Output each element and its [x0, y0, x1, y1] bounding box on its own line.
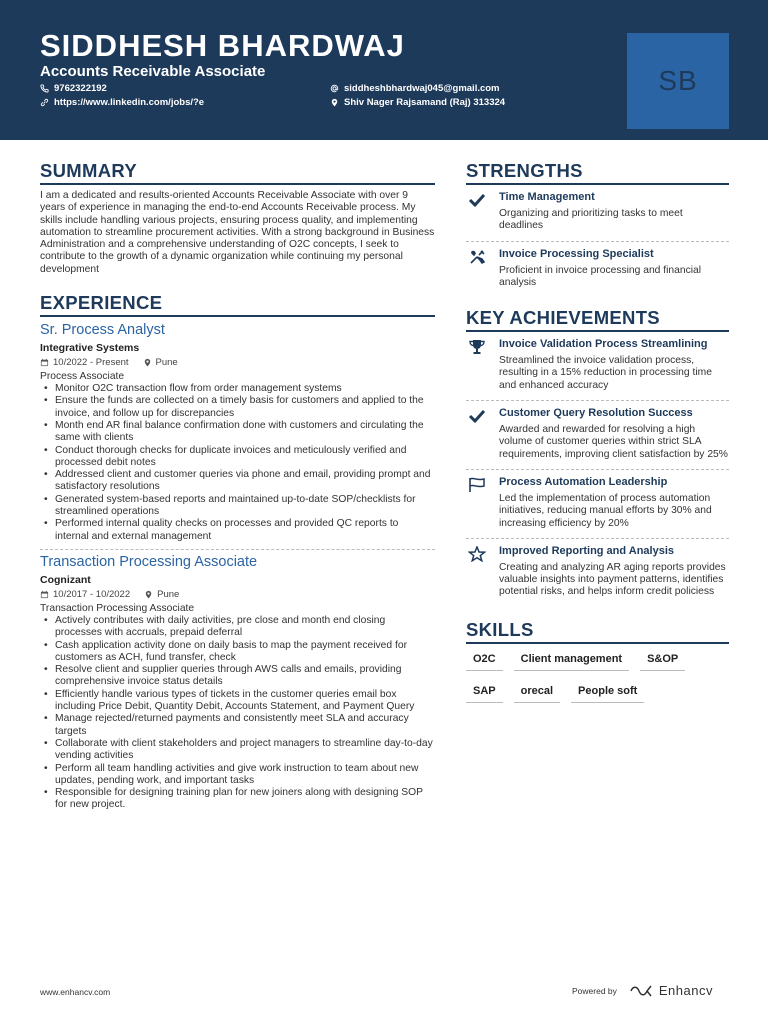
divider — [466, 469, 729, 470]
phone-text: 9762322192 — [54, 83, 107, 94]
phone-icon — [40, 84, 49, 93]
divider — [466, 538, 729, 539]
strength-title: Time Management — [499, 191, 595, 203]
skills-list — [466, 649, 729, 713]
job-title: Sr. Process Analyst — [40, 322, 165, 339]
bullet-item: • Manage rejected/returned payments and consistently meet SLA and accuracy targets — [40, 713, 435, 738]
job-location — [144, 589, 179, 600]
achievement-item — [466, 338, 729, 392]
bullet-item: • Ensure the funds are collected on a timely basis for customers and applied to the invoice, and follow up for discrepancies — [40, 395, 435, 420]
enhancv-logo-icon — [629, 985, 655, 997]
bullet-item: • Resolve client and supplier queries through AWS calls and emails, providing comprehensive invoice status details — [40, 664, 435, 689]
achievement-title: Invoice Validation Process Streamlining — [499, 338, 708, 351]
achievement-desc: Led the implementation of process automation initiatives, reducing manual efforts by 30% and increasing efficiency by 20% — [499, 492, 712, 529]
link-icon — [40, 98, 49, 107]
bullet-item: • Responsible for designing training plan for new joiners along with designing SOP for new project. — [40, 787, 435, 812]
job-subtitle: Transaction Processing Associate — [40, 602, 195, 614]
candidate-role: Accounts Receivable Associate — [40, 63, 266, 80]
summary-heading: SUMMARY — [40, 160, 435, 185]
brand-name: Enhancv — [658, 983, 713, 998]
job-meta — [40, 357, 435, 368]
experience-entry — [40, 554, 435, 812]
contact-email[interactable] — [330, 83, 500, 94]
skill-tag: orecal — [514, 681, 560, 703]
avatar — [627, 33, 729, 129]
experience-entry — [40, 322, 435, 543]
bullet-item: • Actively contributes with daily activities, pre close and month end closing processes with accruals, prepaid deferral — [40, 615, 435, 640]
right-column — [466, 160, 729, 713]
job-dates: 10/2022 - Present — [53, 357, 129, 369]
location-pin-icon — [144, 590, 153, 599]
bullet-item: • Month end AR final balance confirmation done with customers and circulating the same with clients — [40, 420, 435, 445]
strength-desc: Proficient in invoice processing and financial analysis — [499, 264, 702, 288]
skills-heading: SKILLS — [466, 619, 729, 644]
achievement-title: Customer Query Resolution Success — [499, 407, 693, 420]
contact-location — [330, 97, 505, 108]
achievement-title: Improved Reporting and Analysis — [499, 544, 675, 557]
location-pin-icon — [143, 358, 152, 367]
job-meta — [40, 589, 435, 600]
achievement-desc: Streamlined the invoice validation process, resulting in a 15% reduction in processing time and enhanced accuracy — [499, 355, 712, 391]
contact-phone[interactable] — [40, 83, 107, 94]
location-pin-icon — [330, 98, 339, 107]
flag-icon — [468, 477, 488, 493]
achievements-heading: KEY ACHIEVEMENTS — [466, 307, 729, 332]
candidate-name: SIDDHESH BHARDWAJ — [40, 28, 405, 63]
brand-logo — [629, 983, 713, 998]
job-location-text: Pune — [155, 357, 178, 369]
achievement-item — [466, 476, 729, 530]
left-column — [40, 160, 435, 812]
achievement-item — [466, 407, 729, 461]
job-bullets — [40, 615, 435, 812]
company-name: Integrative Systems — [40, 342, 140, 355]
footer-website[interactable]: www.enhancv.com — [40, 987, 111, 997]
bullet-item: • Generated system-based reports and maintained up-to-date SOP/checklists for streamlined operations — [40, 494, 435, 519]
linkedin-text: https://www.linkedin.com/jobs/?e — [54, 97, 205, 108]
bullet-item: • Conduct thorough checks for duplicate invoices and meticulously verified and processed debit notes — [40, 445, 435, 470]
resume-header — [0, 0, 768, 140]
job-dates: 10/2017 - 10/2022 — [53, 588, 131, 600]
divider — [466, 400, 729, 401]
location-text: Shiv Nager Rajsamand (Raj) 313324 — [344, 97, 506, 108]
bullet-item: • Perform all team handling activities and give work instruction to team about new updates, pending work, and important tasks — [40, 763, 435, 788]
job-location — [143, 357, 178, 368]
email-text: siddheshbhardwaj045@gmail.com — [344, 83, 500, 94]
bullet-item: • Collaborate with client stakeholders and project managers to streamline day-to-day vending activities — [40, 738, 435, 763]
strengths-heading: STRENGTHS — [466, 160, 729, 185]
calendar-icon — [40, 358, 49, 367]
summary-text: I am a dedicated and results-oriented Accounts Receivable Associate with over 9 years of experience in managing the end-to-end Accounts Receivable process. My skills include handling various projects, ensuring process quality, and implementing automation to streamline procurement activities. With a strong background in Business Administration and a comprehensive understanding of O2C concepts, I seek to contribute to the growth of a dynamic organization while continuing my personal development — [40, 190, 435, 275]
achievement-desc: Creating and analyzing AR aging reports provides valuable insights into payment patterns, identifies potential risks, and helps inform credit policiess — [499, 561, 726, 598]
skill-tag: O2C — [466, 649, 503, 671]
check-icon — [468, 408, 488, 424]
job-bullets — [40, 383, 435, 543]
achievement-item — [466, 545, 729, 599]
job-subtitle: Process Associate — [40, 371, 125, 383]
footer-branding[interactable] — [572, 983, 713, 998]
bullet-item: • Monitor O2C transaction flow from order management systems — [40, 383, 435, 395]
bullet-item: • Addressed client and customer queries via phone and email, providing prompt and satisfactory resolutions — [40, 469, 435, 494]
bullet-item: • Cash application activity done on daily basis to map the payment received for customers as ACH, fund transfer, check — [40, 640, 435, 665]
skill-tag: Client management — [514, 649, 629, 671]
check-icon — [468, 192, 488, 208]
powered-by-label: Powered by — [572, 985, 617, 996]
strength-item — [466, 191, 729, 233]
skill-tag: S&OP — [640, 649, 685, 671]
job-title: Transaction Processing Associate — [40, 553, 258, 570]
bullet-item: • Performed internal quality checks on processes and provided QC reports to internal and external management — [40, 518, 435, 543]
calendar-icon — [40, 590, 49, 599]
skill-tag: SAP — [466, 681, 503, 703]
achievement-desc: Awarded and rewarded for resolving a high volume of customer queries within strict SLA requirements, improving client satisfaction by 25% — [499, 424, 728, 460]
tools-icon — [468, 249, 488, 265]
experience-heading: EXPERIENCE — [40, 292, 435, 317]
at-icon — [330, 84, 339, 93]
company-name: Cognizant — [40, 573, 91, 586]
strength-item — [466, 248, 729, 290]
strength-desc: Organizing and prioritizing tasks to meet deadlines — [499, 208, 683, 232]
contact-linkedin[interactable] — [40, 97, 204, 108]
skill-tag: People soft — [571, 681, 644, 703]
strength-title: Invoice Processing Specialist — [499, 247, 654, 260]
divider — [466, 241, 729, 242]
achievement-title: Process Automation Leadership — [499, 475, 668, 488]
star-icon — [468, 546, 488, 562]
bullet-item: • Efficiently handle various types of tickets in the customer queries email box including Price Debit, Quantity Debit, Accounts Statement, and Payment Query — [40, 689, 435, 714]
avatar-initials: SB — [658, 65, 698, 96]
job-location-text: Pune — [157, 588, 180, 600]
trophy-icon — [468, 339, 488, 355]
divider — [40, 549, 435, 550]
